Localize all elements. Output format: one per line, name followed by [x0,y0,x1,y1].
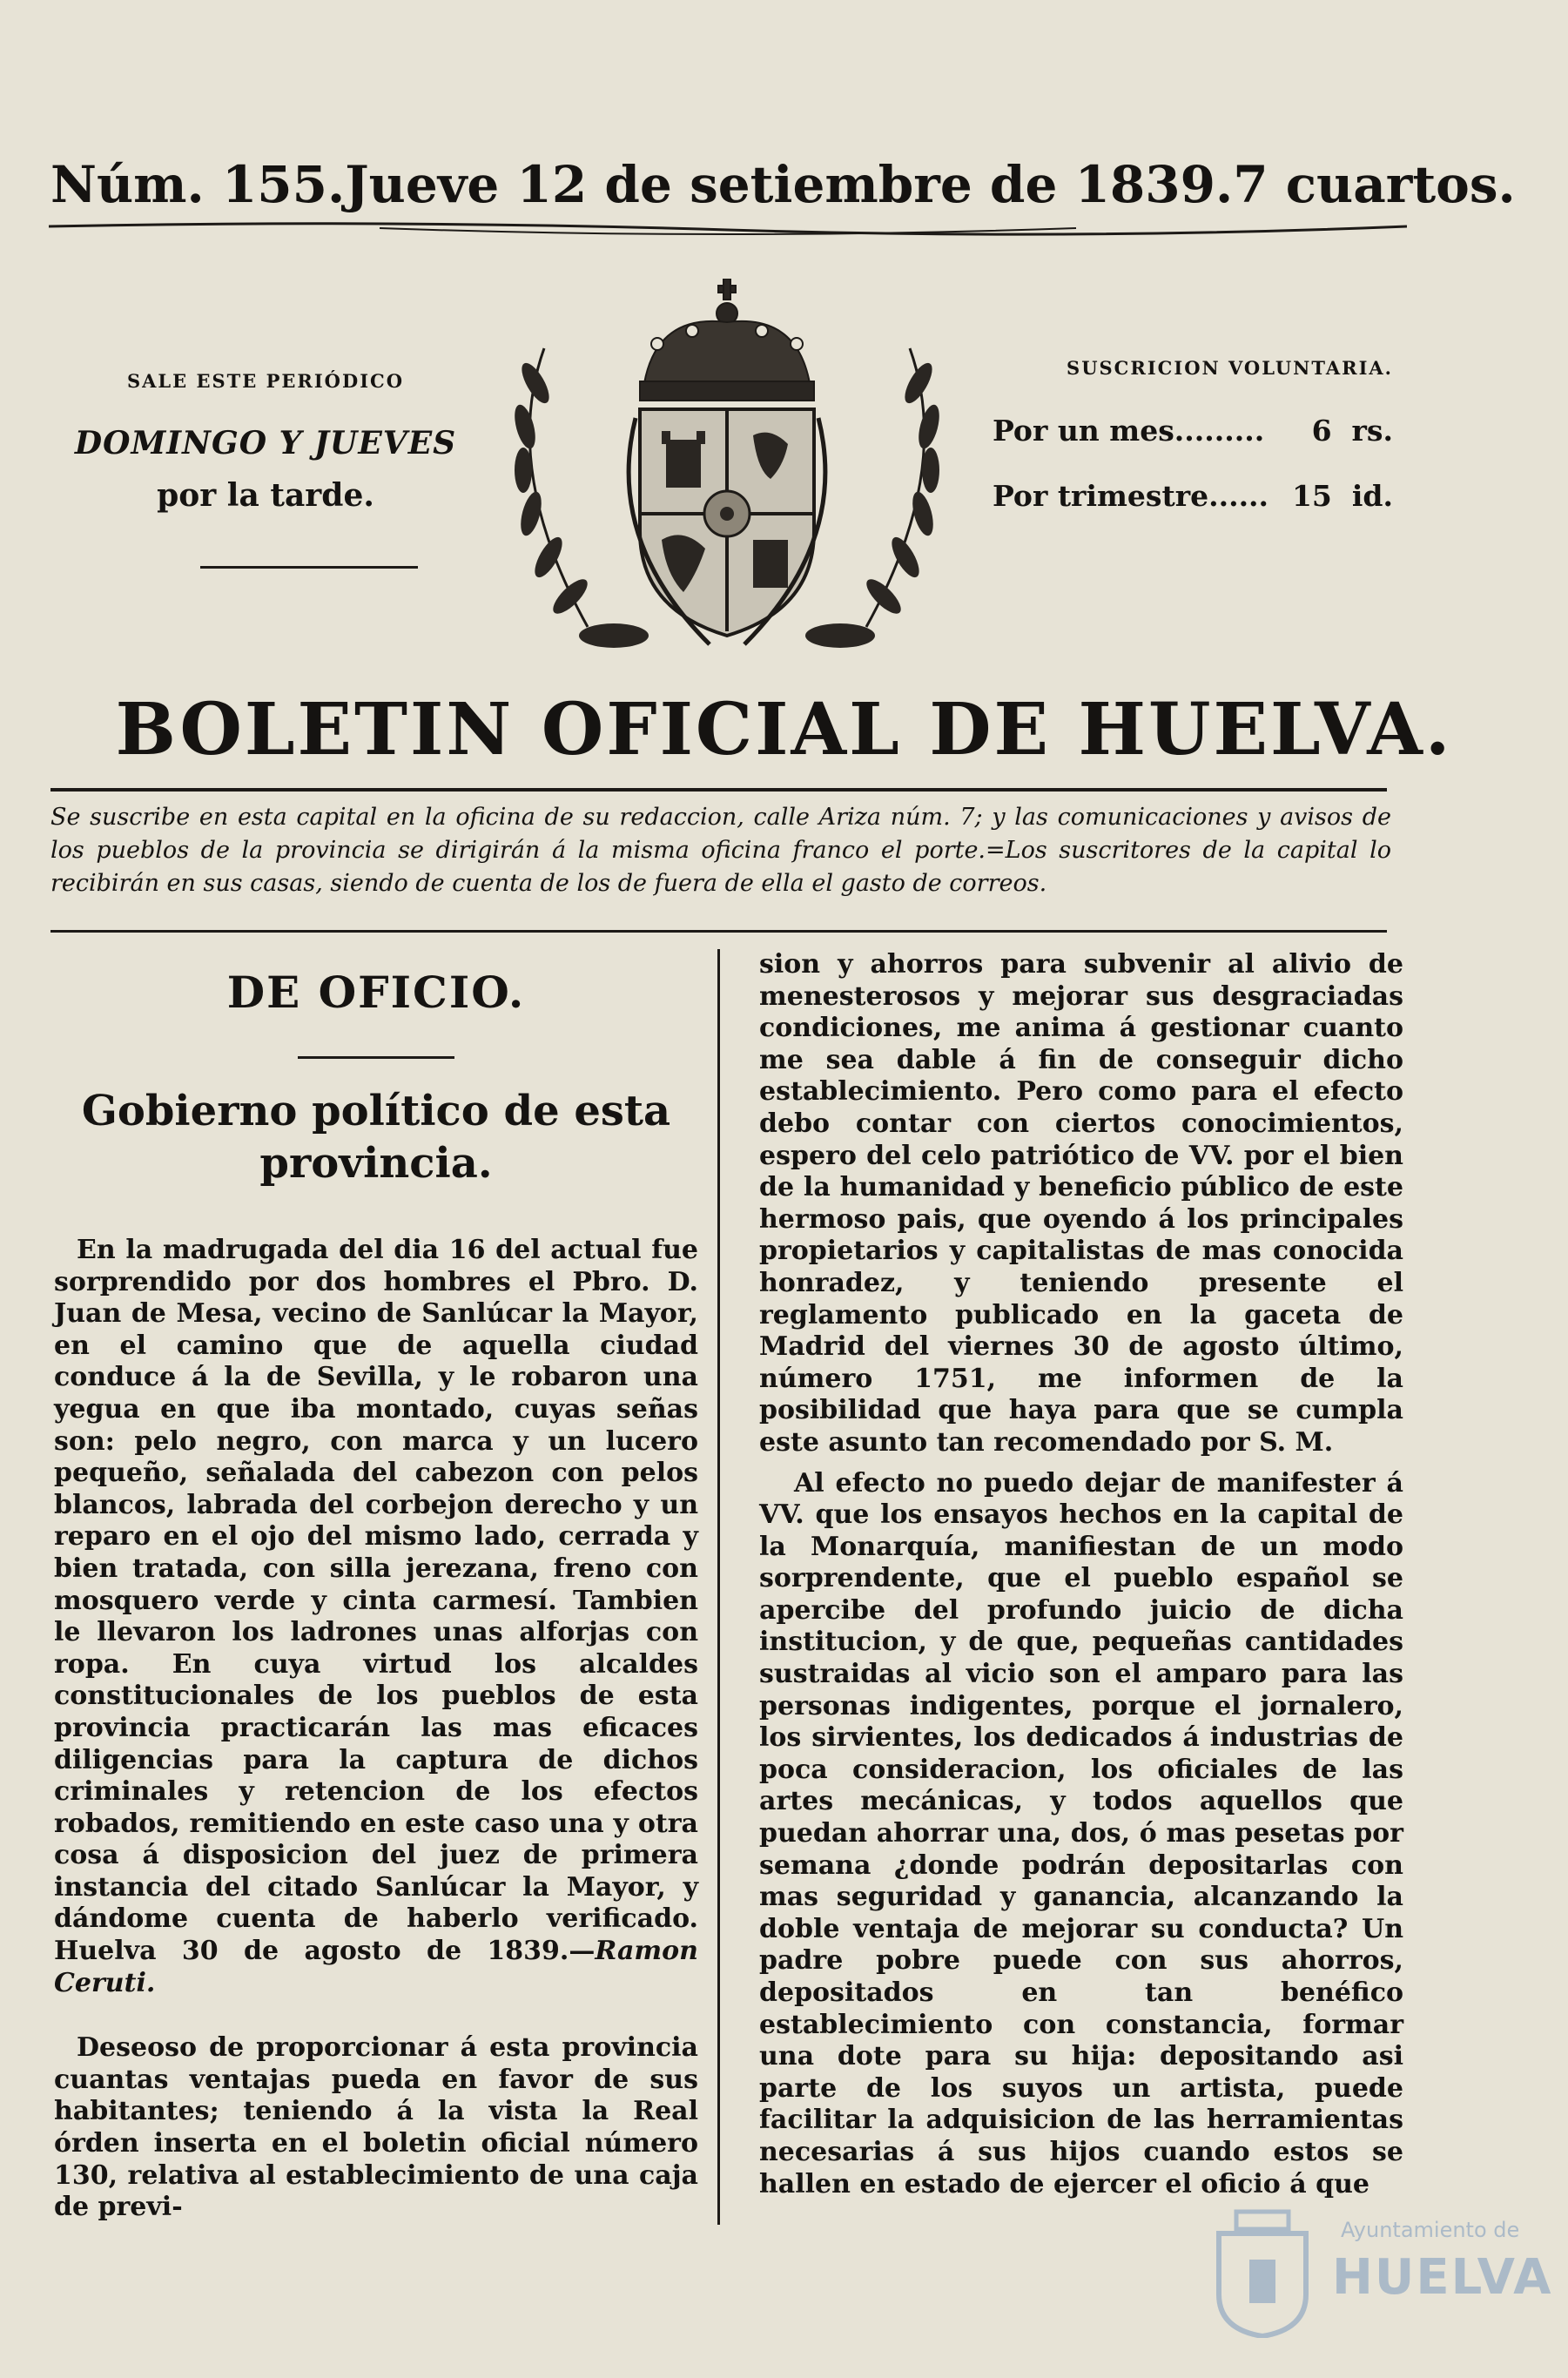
article-paragraph: sion y ahorros para subvenir al alivio de menesterosos y mejorar sus desgraciadas condiciones, me anima á gestionar cuanto me sea dable á fin de conseguir dicho establecimiento. Pero como para el efecto debo contar con ciertos conocimientos, espero del celo patriótico de VV. por el bien de la humanidad y beneficio público de este hermoso pais, que oyendo á los principales propietarios y capitalistas de mas conocida honradez, y teniendo presente el reglamento publicado en la gaceta de Madrid del viernes 30 de agosto último, número 1751, me informen de la posibilidad que haya para que se cumpla este asunto tan recomendado por S. M. [759,949,1403,1458]
price-value: 6 rs. [1311,414,1393,448]
watermark-logo [1210,2207,1553,2355]
section-rule [298,1056,454,1059]
issue-price: 7 cuartos. [1233,155,1516,214]
title-rule [50,788,1387,792]
article-paragraph: Al efecto no puedo dejar de manifester á VV. que los ensayos hechos en la capital de la Monarquía, manifiestan de un modo sorprendente, que el pueblo español se apercibe del profundo juicio de dicha institucion, y de que, pequeñas cantidades sustraidas al vicio son el amparo para las personas indigentes, porque el jornalero, los sirvientes, los dedicados á industrias de poca consideracion, los oficiales de las artes mecánicas, y todos aquellos que puedan ahorrar una, dos, ó mas pesetas por semana ¿donde podrán depositarlas con mas seguridad y ganancia, alcanzando la doble ventaja de mejorar su conducta? Un padre pobre puede con sus ahorros, depositados en tan benéfico establecimiento con constancia, formar una dote para su hija: depositando asi parte de los suyos un artista, puede facilitar la adquisicion de las herramientas necesarias á sus hijos cuando estos se hallen en estado de ejercer el oficio á que [759,1467,1403,2199]
publication-schedule [61,370,470,514]
subsection-heading: Gobierno político de esta provincia. [81,1087,671,1188]
royal-crest-icon [483,279,971,662]
watermark-line2: HUELVA [1332,2249,1553,2306]
signature: Ramon Ceruti. [54,1936,698,1998]
section-heading: DE OFICIO. [226,967,526,1018]
schedule-time: por la tarde. [157,477,374,514]
schedule-days: DOMINGO Y JUEVES [74,425,457,461]
city-shield-icon [1210,2207,1315,2338]
subscription-prices [993,357,1393,513]
price-value: 15 id. [1291,479,1393,513]
price-row-month [993,414,1393,448]
price-label: Por trimestre...... [993,479,1269,513]
left-column [54,949,698,2224]
subscription-notice: Se suscribe en esta capital en la oficina de su redaccion, calle Ariza núm. 7; y las comunicaciones y avisos de los pueblos de la provincia se dirigirán á la misma oficina franco el porte.=Los suscritores de la capital lo recibirán en sus casas, siendo de cuenta de los de fuera de ella el gasto de correos. [50,804,1391,897]
schedule-rule [200,566,418,569]
price-row-quarter [993,479,1393,513]
column-divider [717,949,720,2225]
issue-line [50,155,1516,225]
right-column [759,949,1403,2200]
newspaper-title: BOLETIN OFICIAL DE HUELVA. [115,688,1453,771]
notice-rule [50,930,1387,933]
price-label: Por un mes......... [993,414,1265,448]
issue-date: Jueve 12 de setiembre de 1839. [345,155,1234,214]
wavy-rule [49,218,1407,244]
watermark-line1: Ayuntamiento de [1341,2218,1520,2242]
subscription-label: SUSCRICION VOLUNTARIA. [1067,357,1393,379]
schedule-label: SALE ESTE PERIÓDICO [126,370,405,392]
article-paragraph: Deseoso de proporcionar á esta provincia cuantas ventajas pueda en favor de sus habitantes; teniendo á la vista la Real órden inserta en el boletin oficial número 130, relativa al establecimiento de una caja de previ- [54,2032,698,2223]
article-paragraph: En la madrugada del dia 16 del actual fue sorprendido por dos hombres el Pbro. D. Juan de Mesa, vecino de Sanlúcar la Mayor, en el camino que de aquella ciudad conduce á la de Sevilla, y le robaron una yegua en que iba montado, cuyas señas son: pelo negro, con marca y un lucero pequeño, señalada del cabezon con pelos blancos, labrada del corbejon derecho y un reparo en el ojo del mismo lado, cerrada y bien tratada, con silla jerezana, freno con mosquero verde y cinta carmesí. Tambien le llevaron los ladrones unas alforjas con ropa. En cuya virtud los alcaldes constitucionales de los pueblos de esta provincia practicarán las mas eficaces diligencias para la captura de dichos criminales y retencion de los efectos robados, remitiendo en este caso una y otra cosa á disposicion del juez de primera instancia del citado Sanlúcar la Mayor, y dándome cuenta de haberlo verificado. Huelva 30 de agosto de 1839.—Ramon Ceruti. [54,1235,698,1998]
issue-number: Núm. 155. [50,155,346,214]
